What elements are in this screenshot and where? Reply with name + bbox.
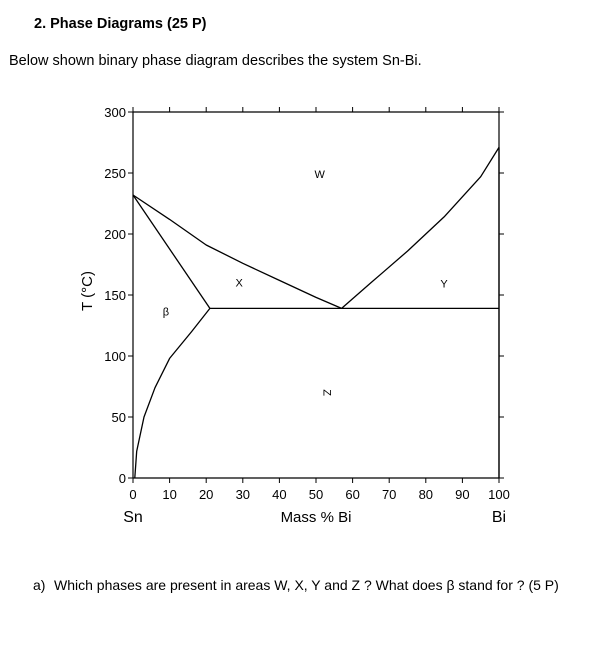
x-tick-label: 100 (488, 487, 510, 502)
x-tick-label: 80 (418, 487, 434, 502)
y-tick-label: 150 (104, 288, 126, 303)
y-axis-title: T (°C) (79, 271, 96, 311)
y-tick-label: 200 (104, 227, 126, 242)
y-tick-label: 100 (104, 349, 126, 364)
x-tick-label: 70 (381, 487, 397, 502)
x-tick-label: 10 (162, 487, 177, 502)
intro-text: Below shown binary phase diagram describes the system Sn-Bi. (9, 53, 422, 69)
x-tick-label: 20 (198, 487, 214, 502)
solvus-curve (135, 308, 210, 478)
y-tick-label: 0 (118, 471, 126, 486)
x-tick-label: 30 (235, 487, 251, 502)
x-tick-label: 40 (272, 487, 287, 502)
liquidus-right-curve (342, 147, 499, 308)
region-label-beta: β (162, 306, 170, 319)
x-axis-title: Mass % Bi (280, 509, 352, 526)
region-label-x: X (235, 277, 243, 290)
x-tick-label: 60 (345, 487, 360, 502)
region-label-w: W (314, 168, 325, 181)
liquidus-left-curve (133, 195, 342, 308)
solidus-left-line (133, 195, 210, 308)
region-label-y: Y (440, 278, 448, 291)
question-heading: 2. Phase Diagrams (25 P) (34, 16, 207, 32)
y-tick-label: 250 (104, 166, 126, 181)
region-label-z: Z (320, 389, 333, 396)
y-tick-label: 50 (111, 410, 126, 425)
question-a-label: a) (33, 577, 46, 593)
y-tick-label: 300 (104, 105, 126, 120)
component-label-bi: Bi (491, 509, 507, 526)
x-tick-label: 0 (129, 487, 137, 502)
x-tick-label: 90 (455, 487, 470, 502)
component-label-sn: Sn (123, 509, 143, 526)
question-a-text: Which phases are present in areas W, X, Y and Z ? What does β stand for ? (5 P) (54, 577, 559, 593)
x-tick-label: 50 (308, 487, 324, 502)
